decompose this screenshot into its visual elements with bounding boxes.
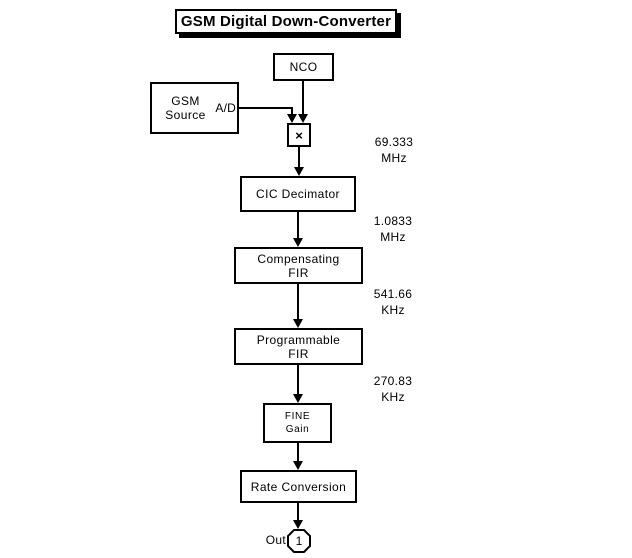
- block-fine-gain-label-line2: Gain: [285, 424, 310, 435]
- arrowhead-nco-to-multiplier-icon: [298, 114, 308, 123]
- connector-nco-to-multiplier-line: [302, 80, 304, 115]
- arrowhead-progfir-to-finegain-icon: [293, 394, 303, 403]
- block-multiplier: [287, 123, 311, 147]
- sample-rate-label-3: [363, 286, 423, 318]
- block-rate-conversion: [240, 470, 357, 503]
- arrowhead-finegain-to-rateconv-icon: [293, 461, 303, 470]
- arrowhead-rateconv-to-out-icon: [293, 520, 303, 529]
- sample-rate-label-2: [363, 213, 423, 245]
- connector-cic-to-compfir-line: [297, 212, 299, 239]
- connector-gsm-to-multiplier-hline: [238, 107, 293, 109]
- sample-rate-label-4: [363, 373, 423, 405]
- block-gsm-source-label-line2: Source: [165, 108, 206, 122]
- connector-multiplier-to-cic-line: [298, 147, 300, 168]
- arrowhead-compfir-to-progfir-icon: [293, 319, 303, 328]
- sample-rate-unit: MHz: [380, 230, 406, 244]
- diagram-title: [175, 9, 397, 34]
- ad-output-port-label: A/D: [215, 101, 236, 115]
- arrowhead-multiplier-to-cic-icon: [294, 167, 304, 176]
- sample-rate-label-1: [364, 134, 424, 166]
- connector-progfir-to-finegain-line: [297, 365, 299, 394]
- connector-finegain-to-rateconv-line: [297, 443, 299, 462]
- multiply-icon: ×: [295, 127, 303, 143]
- sample-rate-unit: KHz: [381, 303, 405, 317]
- output-port-number: 1: [295, 534, 303, 548]
- block-compensating-fir: [234, 247, 363, 284]
- sample-rate-value: 1.0833: [373, 214, 413, 228]
- diagram-title-text: GSM Digital Down-Converter: [180, 13, 392, 30]
- sample-rate-unit: KHz: [381, 390, 405, 404]
- output-port-label: Out: [265, 533, 286, 547]
- sample-rate-unit: MHz: [381, 151, 407, 165]
- output-port: [287, 529, 311, 553]
- block-fine-gain: [263, 403, 332, 443]
- block-cic-decimator-label: CIC Decimator: [256, 187, 340, 201]
- connector-compfir-to-progfir-line: [297, 284, 299, 319]
- connector-rateconv-to-out-line: [297, 503, 299, 521]
- block-gsm-source-label-line1: GSM: [171, 94, 200, 108]
- sample-rate-value: 541.66: [373, 287, 413, 301]
- block-programmable-fir-label-line1: Programmable: [256, 332, 341, 347]
- block-programmable-fir: [234, 328, 363, 365]
- block-rate-conversion-label: Rate Conversion: [250, 479, 347, 494]
- block-compensating-fir-label-line1: Compensating: [257, 251, 340, 266]
- arrowhead-cic-to-compfir-icon: [293, 238, 303, 247]
- block-nco-label: NCO: [289, 60, 318, 74]
- arrowhead-gsm-to-multiplier-icon: [287, 114, 297, 123]
- block-gsm-source: [150, 82, 239, 134]
- sample-rate-value: 270.83: [373, 374, 413, 388]
- block-cic-decimator: [240, 176, 356, 212]
- block-nco: [273, 53, 334, 81]
- block-compensating-fir-label-line2: FIR: [288, 265, 309, 280]
- sample-rate-value: 69.333: [374, 135, 414, 149]
- block-programmable-fir-label-line2: FIR: [288, 346, 309, 361]
- block-fine-gain-label-line1: FINE: [284, 411, 311, 422]
